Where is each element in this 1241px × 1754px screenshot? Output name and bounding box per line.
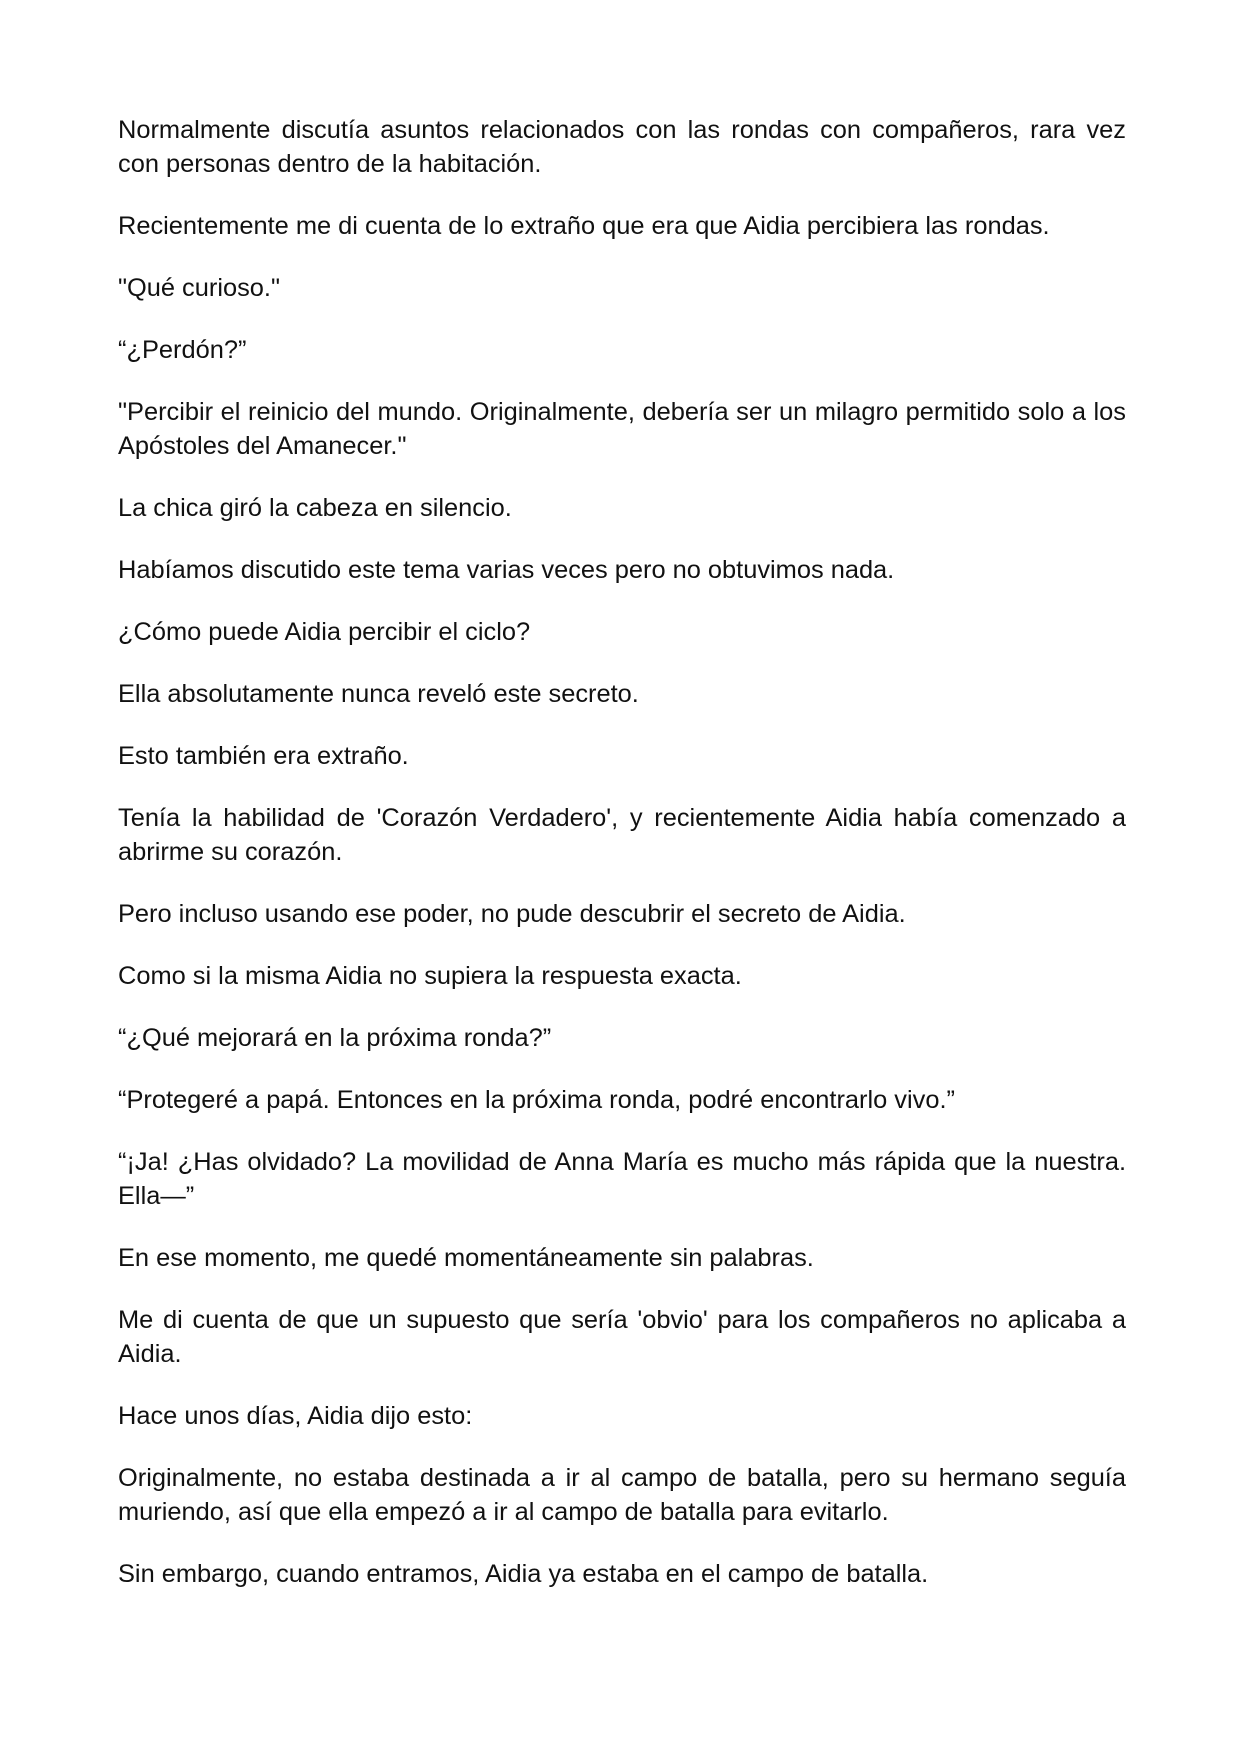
paragraph: ¿Cómo puede Aidia percibir el ciclo?	[118, 618, 531, 646]
paragraph: La chica giró la cabeza en silencio.	[118, 494, 512, 522]
paragraph: Hace unos días, Aidia dijo esto:	[118, 1402, 473, 1430]
document-page	[118, 113, 1126, 1619]
paragraph: “¡Ja! ¿Has olvidado? La movilidad de Anna María es mucho más rápida que la nuestra. Ella—”	[118, 1148, 1126, 1210]
paragraph: Originalmente, no estaba destinada a ir al campo de batalla, pero su hermano seguía muriendo, así que ella empezó a ir al campo de batalla para evitarlo.	[118, 1464, 1126, 1526]
paragraph: "Percibir el reinicio del mundo. Originalmente, debería ser un milagro permitido solo a los Apóstoles del Amanecer."	[118, 398, 1126, 460]
paragraph: Pero incluso usando ese poder, no pude descubrir el secreto de Aidia.	[118, 900, 906, 928]
paragraph: “¿Perdón?”	[118, 336, 247, 364]
paragraph: Esto también era extraño.	[118, 742, 409, 770]
paragraph: “¿Qué mejorará en la próxima ronda?”	[118, 1024, 552, 1052]
paragraph: Me di cuenta de que un supuesto que sería 'obvio' para los compañeros no aplicaba a Aidia.	[118, 1306, 1126, 1368]
paragraph: Como si la misma Aidia no supiera la respuesta exacta.	[118, 962, 742, 990]
paragraph: Normalmente discutía asuntos relacionados con las rondas con compañeros, rara vez con personas dentro de la habitación.	[118, 116, 1126, 178]
paragraph: Tenía la habilidad de 'Corazón Verdadero', y recientemente Aidia había comenzado a abrirme su corazón.	[118, 804, 1126, 866]
paragraph: Sin embargo, cuando entramos, Aidia ya estaba en el campo de batalla.	[118, 1560, 929, 1588]
paragraph: Recientemente me di cuenta de lo extraño que era que Aidia percibiera las rondas.	[118, 212, 1050, 240]
paragraph: "Qué curioso."	[118, 274, 280, 302]
paragraph: “Protegeré a papá. Entonces en la próxima ronda, podré encontrarlo vivo.”	[118, 1086, 955, 1114]
paragraph: En ese momento, me quedé momentáneamente sin palabras.	[118, 1244, 814, 1272]
paragraph: Habíamos discutido este tema varias veces pero no obtuvimos nada.	[118, 556, 895, 584]
paragraph: Ella absolutamente nunca reveló este secreto.	[118, 680, 639, 708]
